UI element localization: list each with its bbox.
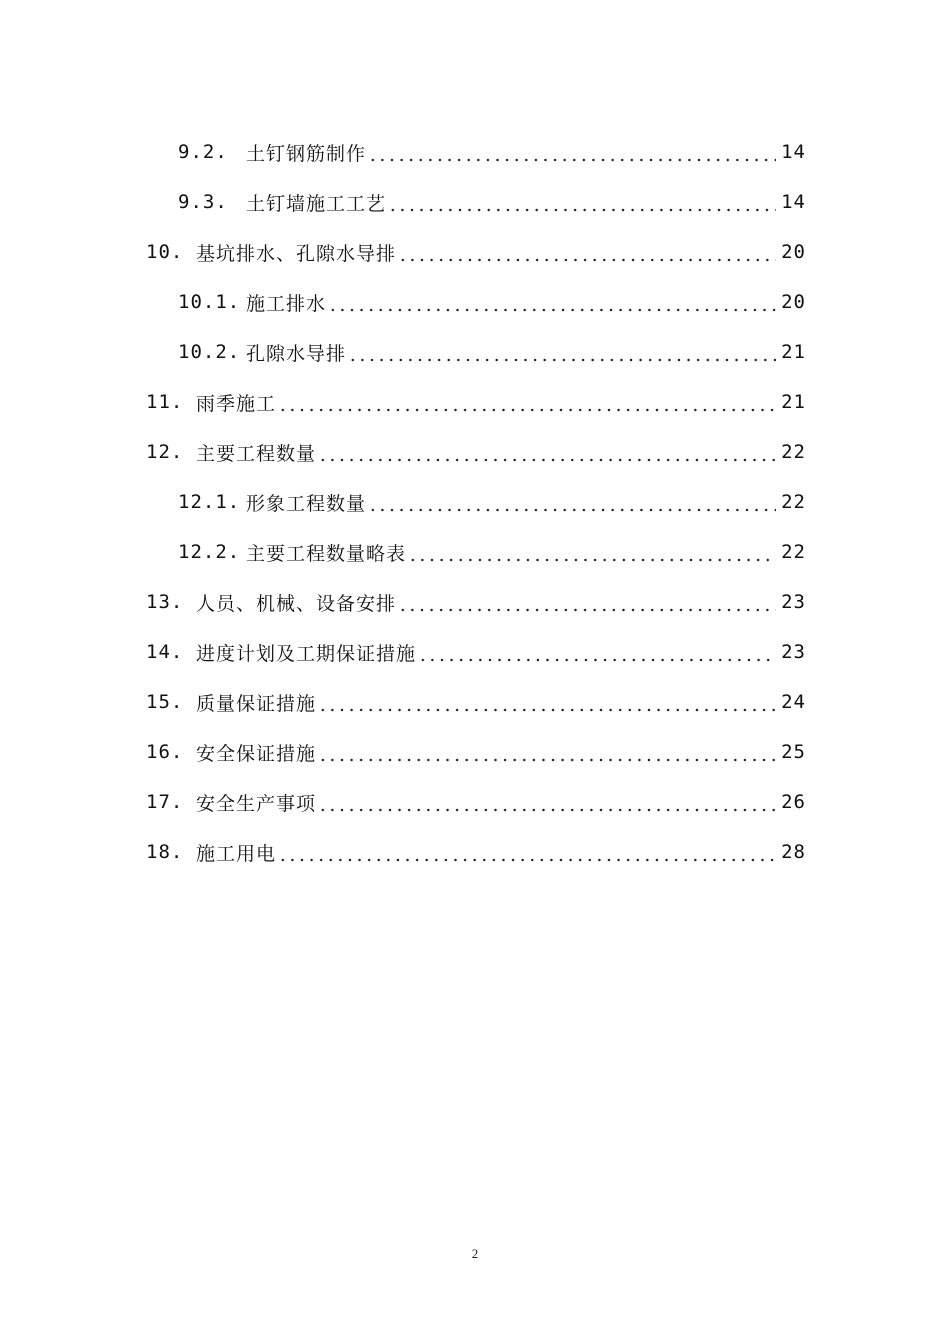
- dot-leader: [398, 243, 776, 262]
- toc-entry-page: 22: [781, 441, 806, 463]
- toc-entry-number: 14.: [146, 641, 184, 663]
- toc-entry[interactable]: [0, 477, 950, 527]
- page-number: 2: [471, 1246, 479, 1261]
- toc-entry-number: 16.: [146, 741, 184, 763]
- dot-leader: [368, 493, 776, 512]
- toc-entry-page: 21: [781, 341, 806, 363]
- toc-entry[interactable]: [0, 677, 950, 727]
- toc-entry-page: 14: [781, 141, 806, 163]
- dot-leader: [318, 743, 776, 762]
- toc-entry-page: 28: [781, 841, 806, 863]
- toc-entry-page: 20: [781, 241, 806, 263]
- toc-entry[interactable]: [0, 327, 950, 377]
- toc-entry-number: 10.1.: [178, 291, 241, 313]
- toc-entry-number: 15.: [146, 691, 184, 713]
- dot-leader: [278, 393, 776, 412]
- dot-leader: [348, 343, 776, 362]
- toc-entry[interactable]: [0, 527, 950, 577]
- toc-entry-number: 17.: [146, 791, 184, 813]
- toc-entry[interactable]: [0, 427, 950, 477]
- toc-entry-title: 雨季施工: [196, 392, 277, 415]
- toc-entry[interactable]: [0, 127, 950, 177]
- table-of-contents: [0, 127, 950, 877]
- toc-entry-number: 10.: [146, 241, 184, 263]
- toc-entry-page: 26: [781, 791, 806, 813]
- toc-entry-number: 10.2.: [178, 341, 241, 363]
- toc-entry-title: 主要工程数量略表: [246, 542, 407, 565]
- toc-entry[interactable]: [0, 227, 950, 277]
- toc-entry-number: 18.: [146, 841, 184, 863]
- toc-entry-title: 进度计划及工期保证措施: [196, 642, 417, 665]
- toc-entry-title: 施工用电: [196, 842, 277, 865]
- toc-entry-page: 24: [781, 691, 806, 713]
- toc-entry-title: 土钉墙施工工艺: [246, 192, 387, 215]
- toc-entry[interactable]: [0, 177, 950, 227]
- toc-entry[interactable]: [0, 577, 950, 627]
- dot-leader: [398, 593, 776, 612]
- toc-entry[interactable]: [0, 377, 950, 427]
- dot-leader: [318, 793, 776, 812]
- toc-entry-title: 基坑排水、孔隙水导排: [196, 242, 397, 265]
- toc-entry[interactable]: [0, 627, 950, 677]
- toc-entry-number: 13.: [146, 591, 184, 613]
- toc-entry-page: 23: [781, 591, 806, 613]
- toc-entry[interactable]: [0, 277, 950, 327]
- dot-leader: [408, 543, 776, 562]
- dot-leader: [318, 443, 776, 462]
- toc-entry[interactable]: [0, 727, 950, 777]
- toc-entry-page: 22: [781, 541, 806, 563]
- toc-entry-number: 12.1.: [178, 491, 241, 513]
- toc-entry-title: 土钉钢筋制作: [246, 142, 367, 165]
- toc-entry-title: 质量保证措施: [196, 692, 317, 715]
- dot-leader: [418, 643, 776, 662]
- toc-entry-title: 施工排水: [246, 292, 327, 315]
- toc-entry-page: 14: [781, 191, 806, 213]
- toc-entry-title: 人员、机械、设备安排: [196, 592, 397, 615]
- toc-entry-number: 9.2.: [178, 141, 228, 163]
- dot-leader: [318, 693, 776, 712]
- toc-entry[interactable]: [0, 827, 950, 877]
- toc-entry-page: 23: [781, 641, 806, 663]
- toc-entry-title: 安全保证措施: [196, 742, 317, 765]
- dot-leader: [388, 193, 776, 212]
- toc-entry-title: 安全生产事项: [196, 792, 317, 815]
- dot-leader: [368, 143, 776, 162]
- toc-entry-number: 9.3.: [178, 191, 228, 213]
- toc-entry-number: 12.2.: [178, 541, 241, 563]
- toc-entry[interactable]: [0, 777, 950, 827]
- toc-entry-page: 20: [781, 291, 806, 313]
- dot-leader: [278, 843, 776, 862]
- dot-leader: [328, 293, 776, 312]
- toc-entry-title: 主要工程数量: [196, 442, 317, 465]
- toc-entry-page: 22: [781, 491, 806, 513]
- toc-entry-page: 25: [781, 741, 806, 763]
- toc-entry-number: 11.: [146, 391, 184, 413]
- toc-entry-number: 12.: [146, 441, 184, 463]
- toc-entry-title: 形象工程数量: [246, 492, 367, 515]
- toc-entry-title: 孔隙水导排: [246, 342, 347, 365]
- toc-entry-page: 21: [781, 391, 806, 413]
